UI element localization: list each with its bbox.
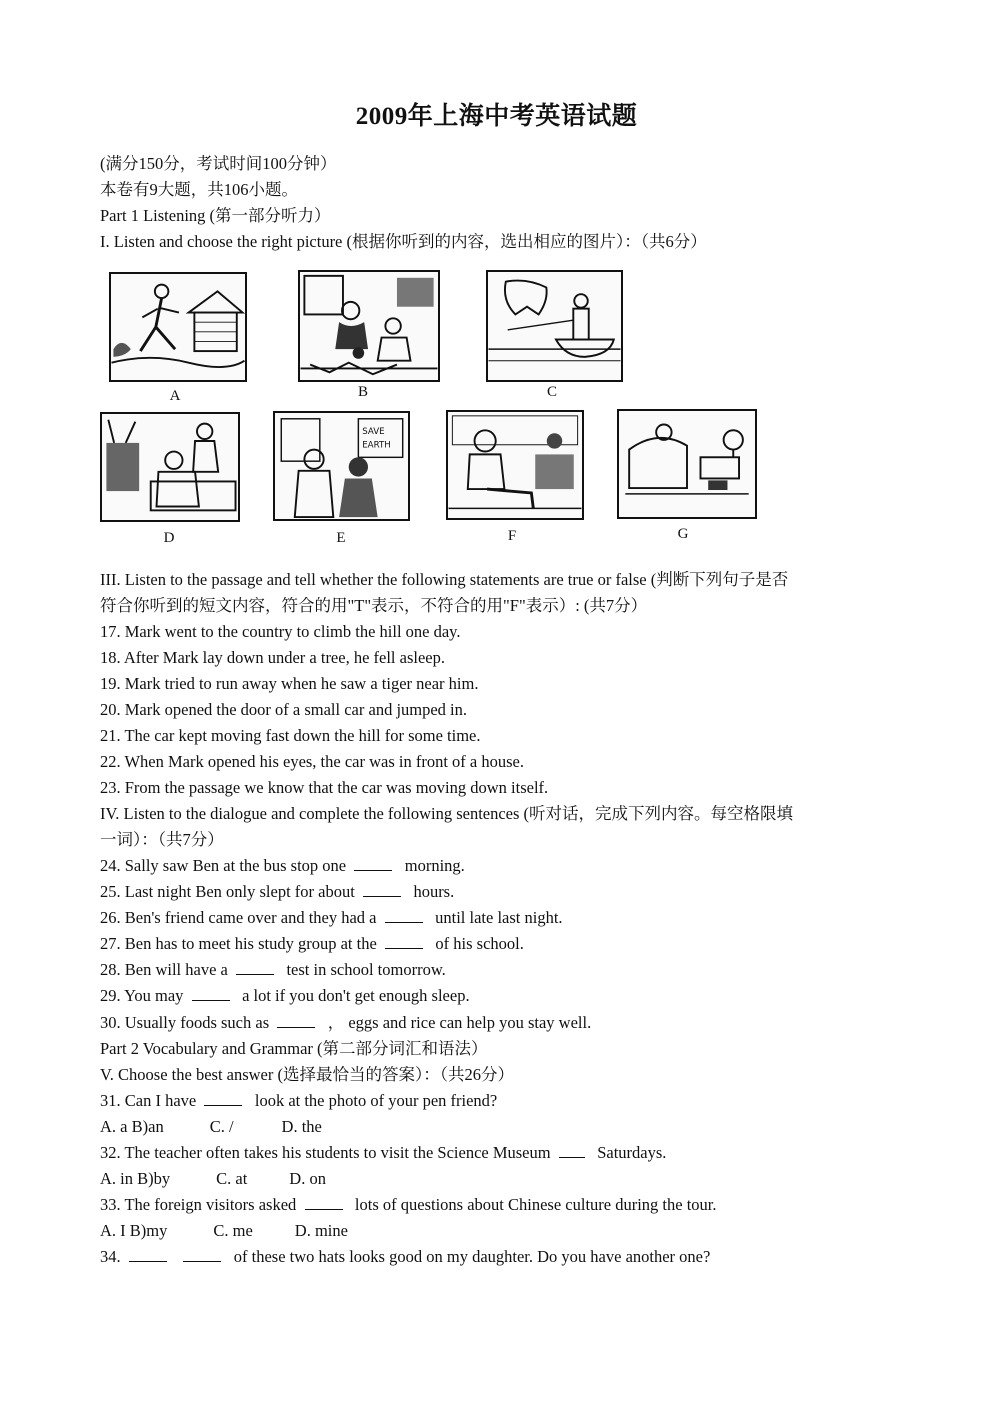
picture-label-f: F [507, 528, 517, 544]
fill-item-25: 25. Last night Ben only slept for about hours. [100, 882, 455, 901]
section3-heading-line1: III. Listen to the passage and tell whether the following statements are true or false (判断下列句子是否 [100, 570, 789, 589]
statement-17: 17. Mark went to the country to climb the hill one day. [100, 622, 461, 641]
fill-item-26: 26. Ben's friend came over and they had a until late last night. [100, 908, 563, 927]
statement-23: 23. From the passage we know that the car was moving down itself. [100, 778, 549, 797]
picture-g [617, 409, 757, 519]
question-34: 34. of these two hats looks good on my daughter. Do you have another one? [100, 1247, 711, 1266]
answer-blank[interactable] [305, 1195, 343, 1210]
answer-blank[interactable] [277, 1013, 315, 1028]
option[interactable]: A. a B)an [100, 1117, 164, 1136]
answer-blank[interactable] [204, 1091, 242, 1106]
picture-f [446, 410, 584, 520]
section5-heading: V. Choose the best answer (选择最恰当的答案）：（共26分） [100, 1065, 514, 1084]
answer-blank[interactable] [129, 1247, 167, 1262]
statement-21: 21. The car kept moving fast down the hill for some time. [100, 726, 481, 745]
option[interactable]: D. on [289, 1169, 326, 1188]
fill-item-28: 28. Ben will have a test in school tomorrow. [100, 960, 446, 979]
picture-label-b: B [357, 384, 368, 400]
svg-text:SAVE: SAVE [362, 427, 385, 438]
answer-blank[interactable] [236, 960, 274, 975]
answer-blank[interactable] [385, 908, 423, 923]
answer-blank[interactable] [363, 882, 401, 897]
answer-blank[interactable] [192, 986, 230, 1001]
picture-label-a: A [169, 388, 181, 404]
picture-label-c: C [546, 384, 557, 400]
picture-d [100, 412, 240, 522]
picture-b [298, 270, 440, 382]
statement-22: 22. When Mark opened his eyes, the car was in front of a house. [100, 752, 524, 771]
fill-item-27: 27. Ben has to meet his study group at the of his school. [100, 934, 524, 953]
section3-heading-line2: 符合你听到的短文内容，符合的用"T"表示，不符合的用"F"表示）: (共7分） [100, 596, 648, 615]
section4-heading-line2: 一词）：（共7分） [100, 830, 224, 849]
option[interactable]: A. I B)my [100, 1221, 168, 1240]
picture-a [109, 272, 247, 382]
option[interactable]: C. / [209, 1117, 234, 1136]
answer-blank[interactable] [385, 934, 423, 949]
fill-item-24: 24. Sally saw Ben at the bus stop one morning. [100, 856, 465, 875]
exam-info: (满分150分，考试时间100分钟） [100, 154, 337, 173]
question-32: 32. The teacher often takes his students to visit the Science Museum Saturdays. [100, 1143, 667, 1162]
picture-label-g: G [677, 526, 689, 542]
answer-blank[interactable] [354, 856, 392, 871]
svg-text:EARTH: EARTH [362, 440, 391, 451]
question-33: 33. The foreign visitors asked lots of questions about Chinese culture during the tour. [100, 1195, 717, 1214]
answer-blank[interactable] [559, 1143, 585, 1158]
exam-scope: 本卷有9大题，共106小题。 [100, 180, 298, 199]
question-31: 31. Can I have look at the photo of your pen friend? [100, 1091, 498, 1110]
fill-item-30: 30. Usually foods such as ， eggs and rice can help you stay well. [100, 1013, 592, 1032]
statement-18: 18. After Mark lay down under a tree, he fell asleep. [100, 648, 445, 667]
options-32 [100, 1169, 326, 1189]
boat-fishing-icon [488, 272, 621, 380]
option[interactable]: D. mine [294, 1221, 348, 1240]
picture-e [273, 411, 410, 521]
part1-heading: Part 1 Listening (第一部分听力） [100, 206, 331, 225]
picture-c [486, 270, 623, 382]
messy-room-icon [619, 411, 755, 517]
options-33 [100, 1221, 348, 1241]
tv-watching-icon [102, 414, 238, 520]
picture-label-e: E [336, 530, 346, 546]
part2-heading: Part 2 Vocabulary and Grammar (第二部分词汇和语法） [100, 1039, 488, 1058]
man-sitting-icon [448, 412, 582, 518]
save-earth-poster-icon [275, 413, 408, 519]
fill-item-29: 29. You may a lot if you don't get enough sleep. [100, 986, 470, 1005]
page-title: 2009年上海中考英语试题 [355, 103, 638, 130]
answer-blank[interactable] [183, 1247, 221, 1262]
option[interactable]: A. in B)by [100, 1169, 171, 1188]
picture-label-d: D [163, 530, 175, 546]
option[interactable]: C. me [213, 1221, 253, 1240]
options-31 [100, 1117, 322, 1137]
family-room-icon [300, 272, 438, 380]
statement-20: 20. Mark opened the door of a small car and jumped in. [100, 700, 468, 719]
section1-heading: I. Listen and choose the right picture (根据你听到的内容，选出相应的图片）：（共6分） [100, 232, 707, 251]
runner-house-icon [111, 274, 245, 380]
section4-heading-line1: IV. Listen to the dialogue and complete the following sentences (听对话，完成下列内容。每空格限填 [100, 804, 794, 823]
statement-19: 19. Mark tried to run away when he saw a tiger near him. [100, 674, 479, 693]
option[interactable]: D. the [281, 1117, 322, 1136]
option[interactable]: C. at [216, 1169, 248, 1188]
